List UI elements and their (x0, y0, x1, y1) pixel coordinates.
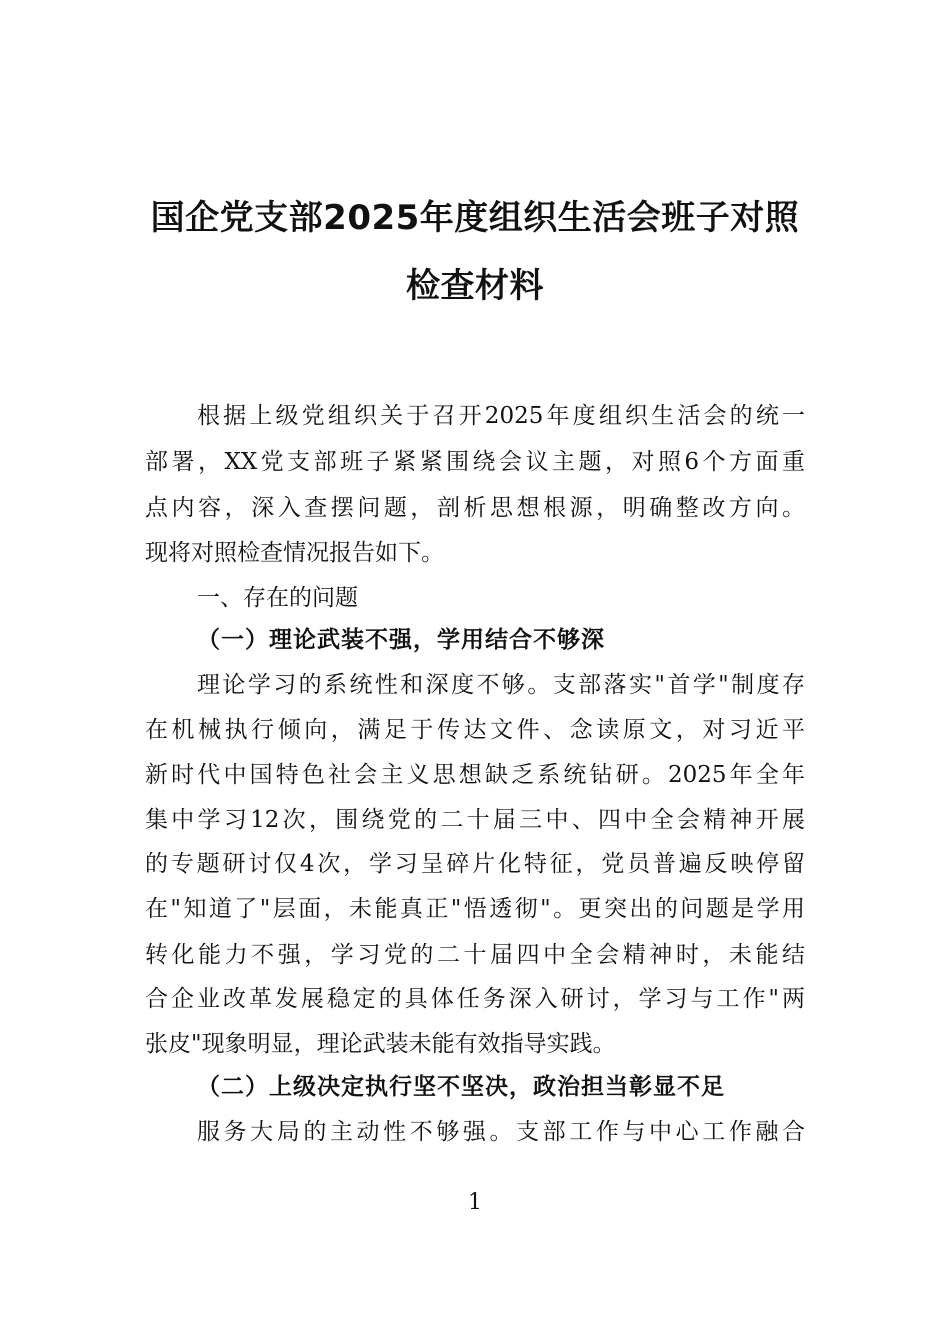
body-line: 的专题研讨仅4次，学习呈碎片化特征，党员普遍反映停留 (145, 851, 805, 877)
subsection-heading: （二）上级决定执行坚不坚决，政治担当彰显不足 (197, 1073, 725, 1100)
subsection-heading: （一）理论武装不强，学用结合不够深 (197, 626, 605, 653)
body-line: 服务大局的主动性不够强。支部工作与中心工作融合 (197, 1119, 805, 1145)
page-number: 1 (468, 1190, 482, 1215)
body-line: 在"知道了"层面，未能真正"悟透彻"。更突出的问题是学用 (145, 896, 805, 922)
intro-line: 根据上级党组织关于召开2025年度组织生活会的统一 (197, 403, 805, 429)
body-line: 新时代中国特色社会主义思想缺乏系统钻研。2025年全年 (145, 762, 805, 788)
document-title-line-1: 国企党支部2025年度组织生活会班子对照 (150, 198, 800, 238)
body-line: 在机械执行倾向，满足于传达文件、念读原文，对习近平 (145, 717, 805, 743)
body-line: 合企业改革发展稳定的具体任务深入研讨，学习与工作"两 (145, 986, 805, 1012)
section-heading: 一、存在的问题 (197, 585, 358, 611)
intro-line: 部署，XX党支部班子紧紧围绕会议主题，对照6个方面重 (145, 449, 805, 475)
intro-line: 现将对照检查情况报告如下。 (145, 540, 444, 566)
body-line: 集中学习12次，围绕党的二十届三中、四中全会精神开展 (145, 807, 805, 833)
intro-line: 点内容，深入查摆问题，剖析思想根源，明确整改方向。 (145, 495, 805, 521)
body-line: 转化能力不强，学习党的二十届四中全会精神时，未能结 (145, 942, 805, 968)
body-line: 张皮"现象明显，理论武装未能有效指导实践。 (145, 1031, 616, 1057)
body-line: 理论学习的系统性和深度不够。支部落实"首学"制度存 (197, 672, 805, 698)
document-title-line-2: 检查材料 (406, 266, 544, 306)
